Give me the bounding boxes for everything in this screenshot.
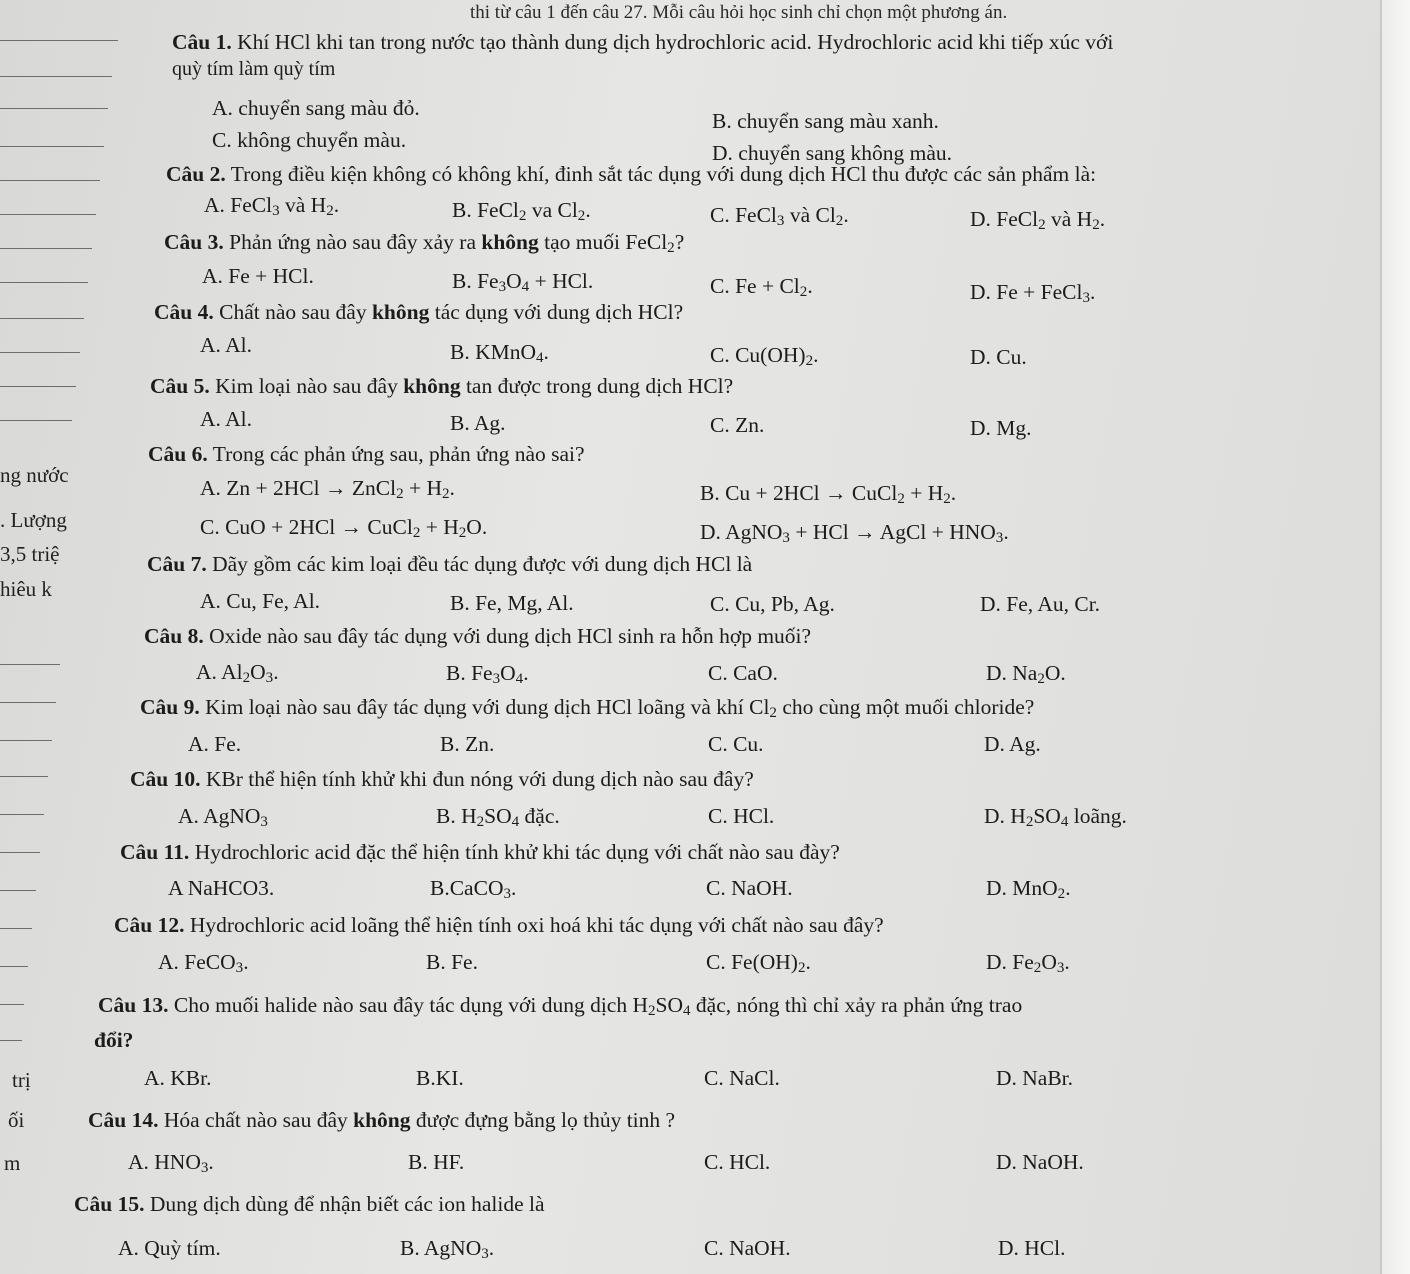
q6-option-b[interactable]: B. Cu + 2HCl → CuCl$_2$ + $H_2$. [700, 481, 957, 507]
q4-option-d[interactable]: D. Cu. [970, 345, 1027, 369]
q6-option-a[interactable]: A. Zn + 2HCl → ZnCl$_2$ + $H_2$. [200, 476, 455, 502]
margin-rule-line [0, 318, 84, 319]
q1-option-d[interactable]: D. chuyển sang không màu. [712, 141, 953, 165]
question-3: Câu 3. Phản ứng nào sau đây xảy ra không tạo muối FeCl$_2$? [164, 230, 685, 256]
q8-option-d[interactable]: D. $Na_2O$. [986, 661, 1066, 687]
q11-option-d[interactable]: D. MnO$_2$. [986, 876, 1071, 902]
margin-rule-line [0, 180, 100, 181]
q4-option-a[interactable]: A. Al. [200, 333, 252, 357]
question-13-cont: đổi? [94, 1028, 134, 1052]
q14-option-b[interactable]: B. HF. [408, 1150, 465, 1174]
margin-rule-line [0, 420, 72, 421]
q12-option-b[interactable]: B. Fe. [426, 950, 478, 974]
q4-option-c[interactable]: C. $Cu(OH)_2$. [710, 343, 819, 369]
margin-rule-line [0, 40, 118, 41]
q7-option-a[interactable]: A. Cu, Fe, Al. [200, 589, 321, 613]
margin-rule-line [0, 1004, 24, 1005]
q8-option-a[interactable]: A. $Al_2O_3$. [196, 660, 279, 686]
q2-option-b[interactable]: B. FeCl$_2$ va $Cl_2$. [452, 198, 591, 224]
margin-rule-line [0, 214, 96, 215]
margin-fragment: 3,5 triệ [0, 542, 60, 566]
q13-option-c[interactable]: C. NaCl. [704, 1066, 780, 1090]
question-2: Câu 2. Trong điều kiện không có không khí, đinh sắt tác dụng với dung dịch HCl thu được các sản phẩm là: [166, 162, 1097, 186]
page-right-edge [1380, 0, 1410, 1274]
margin-rule-line [0, 890, 36, 891]
q2-option-d[interactable]: D. FeCl$_2$ và $H_2$. [970, 207, 1106, 233]
question-10: Câu 10. KBr thể hiện tính khử khi đun nóng với dung dịch nào sau đây? [130, 767, 754, 791]
question-5: Câu 5. Kim loại nào sau đây không tan được trong dung dịch HCl? [150, 374, 734, 398]
q10-option-d[interactable]: D. $H_2SO_4$ loãng. [984, 804, 1127, 830]
margin-fragment: ng nước [0, 463, 69, 487]
question-7: Câu 7. Dãy gồm các kim loại đều tác dụng được với dung dịch HCl là [147, 552, 753, 576]
q10-option-a[interactable]: A. AgNO$_3$ [178, 804, 268, 830]
q13-option-a[interactable]: A. KBr. [144, 1066, 212, 1090]
q5-option-a[interactable]: A. Al. [200, 407, 252, 431]
margin-rule-line [0, 352, 80, 353]
q9-option-b[interactable]: B. Zn. [440, 732, 495, 756]
q14-option-c[interactable]: C. HCl. [704, 1150, 771, 1174]
q12-option-c[interactable]: C. $Fe(OH)_2$. [706, 950, 811, 976]
q5-option-d[interactable]: D. Mg. [970, 416, 1032, 440]
q1-option-c[interactable]: C. không chuyển màu. [212, 128, 407, 152]
margin-fragment: trị [12, 1068, 31, 1092]
q7-option-c[interactable]: C. Cu, Pb, Ag. [710, 592, 835, 616]
question-14: Câu 14. Hóa chất nào sau đây không được đựng bằng lọ thủy tinh ? [88, 1108, 676, 1132]
q10-option-c[interactable]: C. HCl. [708, 804, 775, 828]
q7-option-d[interactable]: D. Fe, Au, Cr. [980, 592, 1101, 616]
q9-option-a[interactable]: A. Fe. [188, 732, 242, 756]
q2-option-a[interactable]: A. FeCl$_3$ và $H_2$. [204, 193, 340, 219]
q7-option-b[interactable]: B. Fe, Mg, Al. [450, 591, 574, 615]
q9-option-d[interactable]: D. Ag. [984, 732, 1041, 756]
q8-option-c[interactable]: C. CaO. [708, 661, 778, 685]
question-11: Câu 11. Hydrochloric acid đặc thể hiện tính khử khi tác dụng với chất nào sau đày? [120, 840, 840, 864]
q12-option-d[interactable]: D. $Fe_2O_3$. [986, 950, 1070, 976]
margin-fragment: ối [8, 1108, 25, 1132]
margin-fragment: m [4, 1151, 21, 1175]
margin-rule-line [0, 776, 48, 777]
q6-option-c[interactable]: C. CuO + 2HCl → CuCl$_2$ + $H_2O$. [200, 515, 488, 541]
q3-option-d[interactable]: D. Fe + FeCl$_3$. [970, 280, 1096, 306]
question-13: Câu 13. Cho muối halide nào sau đây tác dụng với dung dịch $H_2SO_4$ đặc, nóng thì chỉ xảy ra phản ứng trao [98, 993, 1023, 1019]
question-9: Câu 9. Kim loại nào sau đây tác dụng với dung dịch HCl loãng và khí $Cl_2$ cho cùng một muối chloride? [140, 695, 1035, 721]
q5-option-c[interactable]: C. Zn. [710, 413, 765, 437]
q3-option-c[interactable]: C. $Fe + Cl_2$. [710, 274, 813, 300]
margin-rule-line [0, 664, 60, 665]
margin-rule-line [0, 282, 88, 283]
q9-option-c[interactable]: C. Cu. [708, 732, 764, 756]
q12-option-a[interactable]: A. FeCO$_3$. [158, 950, 249, 976]
q15-option-c[interactable]: C. NaOH. [704, 1236, 791, 1260]
q14-option-a[interactable]: A. $HNO_3$. [128, 1150, 214, 1176]
q15-option-a[interactable]: A. Quỳ tím. [118, 1236, 221, 1260]
question-1: Câu 1. Khí HCl khi tan trong nước tạo thành dung dịch hydrochloric acid. Hydrochloric acid khi tiếp xúc với [172, 30, 1114, 54]
q10-option-b[interactable]: B. $H_2SO_4$ đặc. [436, 804, 560, 830]
question-15: Câu 15. Dung dịch dùng để nhận biết các ion halide là [74, 1192, 545, 1216]
q1-option-b[interactable]: B. chuyển sang màu xanh. [712, 109, 939, 133]
margin-rule-line [0, 702, 56, 703]
question-8: Câu 8. Oxide nào sau đây tác dụng với dung dịch HCl sinh ra hỗn hợp muối? [144, 624, 812, 648]
margin-fragment: hiêu k [0, 577, 52, 601]
margin-fragment: . Lượng [0, 508, 67, 532]
margin-rule-line [0, 386, 76, 387]
q2-option-c[interactable]: C. FeCl$_3$ và $Cl_2$. [710, 203, 849, 229]
q15-option-d[interactable]: D. HCl. [998, 1236, 1066, 1260]
question-12: Câu 12. Hydrochloric acid loãng thể hiện tính oxi hoá khi tác dụng với chất nào sau đây? [114, 913, 884, 937]
margin-rule-line [0, 852, 40, 853]
margin-rule-line [0, 814, 44, 815]
q13-option-b[interactable]: B.KI. [416, 1066, 464, 1090]
q13-option-d[interactable]: D. NaBr. [996, 1066, 1074, 1090]
q11-option-b[interactable]: B.CaCO$_3$. [430, 876, 517, 902]
q1-option-a[interactable]: A. chuyển sang màu đỏ. [212, 96, 420, 120]
q8-option-b[interactable]: B. $Fe_3O_4$. [446, 661, 529, 687]
q3-option-b[interactable]: B. $Fe_3O_4$ + HCl. [452, 269, 594, 295]
q4-option-b[interactable]: B. KMnO$_4$. [450, 340, 549, 366]
margin-rule-line [0, 928, 32, 929]
question-6: Câu 6. Trong các phản ứng sau, phản ứng nào sai? [148, 442, 585, 466]
margin-rule-line [0, 740, 52, 741]
margin-rule-line [0, 1040, 22, 1041]
q3-option-a[interactable]: A. Fe + HCl. [202, 264, 314, 288]
question-1-cont: quỳ tím làm quỳ tím [172, 58, 336, 80]
q5-option-b[interactable]: B. Ag. [450, 411, 506, 435]
q11-option-c[interactable]: C. NaOH. [706, 876, 793, 900]
question-4: Câu 4. Chất nào sau đây không tác dụng với dung dịch HCl? [154, 300, 684, 324]
page-header: thi từ câu 1 đến câu 27. Mỗi câu hỏi học sinh chỉ chọn một phương án. [470, 2, 1008, 23]
margin-rule-line [0, 146, 104, 147]
margin-rule-line [0, 76, 112, 77]
q11-option-a[interactable]: A NaHCO3. [168, 876, 275, 900]
q15-option-b[interactable]: B. AgNO$_3$. [400, 1236, 495, 1262]
q14-option-d[interactable]: D. NaOH. [996, 1150, 1084, 1174]
margin-rule-line [0, 966, 28, 967]
margin-rule-line [0, 108, 108, 109]
q6-option-d[interactable]: D. AgNO$_3$ + HCl → AgCl + $HNO_3$. [700, 520, 1009, 546]
margin-rule-line [0, 248, 92, 249]
